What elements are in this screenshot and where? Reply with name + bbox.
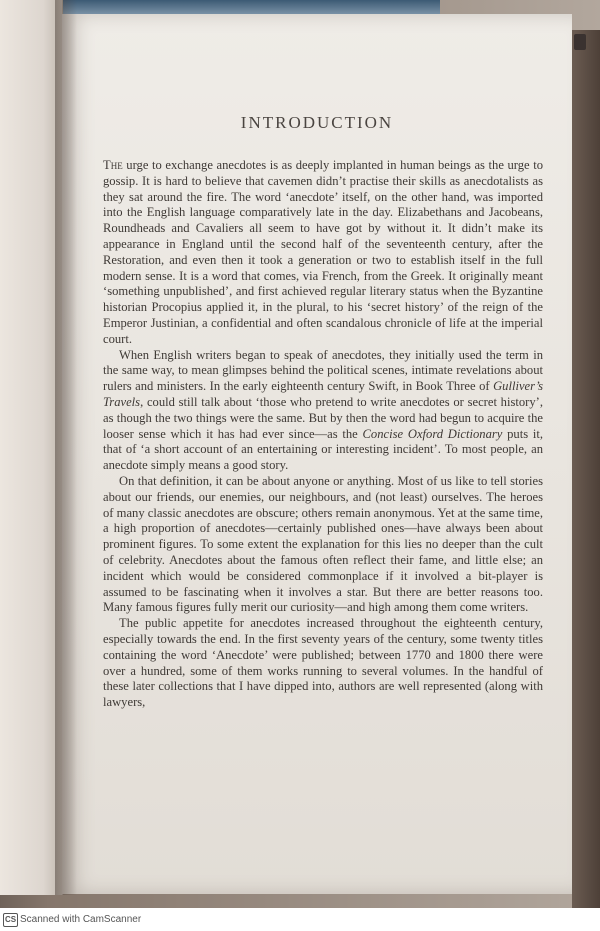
spine-shadow <box>55 0 77 895</box>
paragraph-2: When English writers began to speak of anecdotes, they initially used the term in the same way, to mean glimpses behind the political scenes, intimate revelations about rulers and ministers. In the early eighteenth century Swift, in Book Three of Gulliver’s Travels, could still talk about ‘those who pretend to write anecdotes or secret history’, as though the two things were the same. But by then the word had begun to acquire the looser sense which it has had ever since—as the Concise Oxford Dictionary puts it, that of ‘a short account of an entertaining or interesting incident’. To most people, an anecdote simply means a good story. <box>103 347 544 473</box>
body-text <box>103 158 543 711</box>
camscanner-logo-icon: CS <box>3 913 18 927</box>
italic-title: Concise Oxford Dictionary <box>362 426 503 441</box>
scanner-watermark: Scanned with CamScanner <box>20 914 142 925</box>
paragraph-3: On that definition, it can be about anyone or anything. Most of us like to tell stories about our friends, our enemies, our neighbours, and (not least) ourselves. The heroes of many classic anecdotes are obscure; others remain anonymous. Yet at the same time, a high proportion of anecdotes—certainly published ones—have always been about prominent figures. To some extent the explanation for this lies no deeper than the cult of celebrity. Anecdotes about the famous often reflect their fame, and little else; an incident which would be considered commonplace if it involved a bit-player is assumed to be fascinating when it involves a star. But there are better reasons too. Many famous figures fully merit our curiosity—and high among them come writers. <box>103 473 543 615</box>
left-page-edge <box>0 0 63 895</box>
chapter-heading: INTRODUCTION <box>240 113 394 132</box>
book-cover-edge <box>572 30 600 908</box>
italic-title: Gulliver’s Travels <box>103 379 543 409</box>
paragraph-1: The urge to exchange anecdotes is as deeply implanted in human beings as the urge to gossip. It is hard to believe that cavemen didn’t practise their skills as anecdotalists as they sat around the fire. The word ‘anecdote’ itself, on the other hand, was imported into the English language comparatively late in the day. Elizabethans and Jacobeans, Roundheads and Cavaliers all seem to have got by without it. It didn’t make its appearance in England until the second half of the seventeenth century, after the Restoration, and even then it took a generation or two to establish itself in the full modern sense. It is a word that comes, via French, from the Greek. It originally meant ‘something unpublished’, and first achieved regular literary status when the Byzantine historian Procopius applied it, in the plural, to his ‘secret history’ of the reign of the Emperor Justinian, a confidential and often scandalous chronicle of life at the imperial court. <box>103 158 543 346</box>
lead-word: The <box>103 158 123 172</box>
paragraph-4: The public appetite for anecdotes increased throughout the eighteenth century, especially towards the end. In the first seventy years of the century, some twenty titles containing the word ‘Anecdote’ were published; between 1770 and 1800 there were over a hundred, some of them works running to several volumes. In the handful of these later collections that I have dipped into, authors are well represented (along with lawyers, <box>103 616 543 710</box>
scanner-footer <box>0 908 600 931</box>
cover-tab <box>574 34 586 50</box>
